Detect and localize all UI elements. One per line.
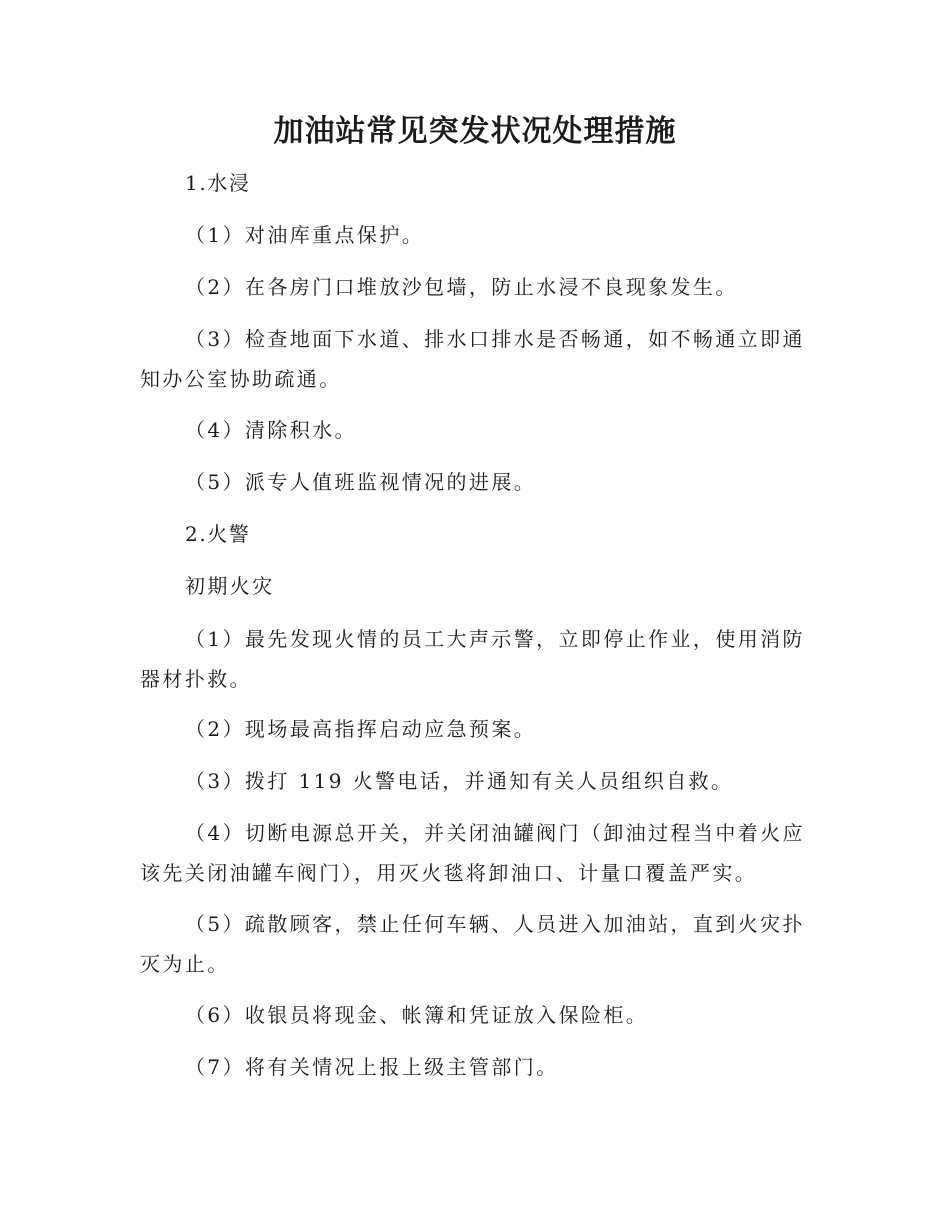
paragraph: （7）将有关情况上报上级主管部门。	[185, 1055, 559, 1079]
document-title: 加油站常见突发状况处理措施	[273, 114, 677, 149]
paragraph: （5）派专人值班监视情况的进展。	[185, 470, 537, 494]
section-heading-water: 1.水浸	[185, 171, 251, 195]
paragraph: （3）检查地面下水道、排水口排水是否畅通，如不畅通立即通知办公室协助疏通。	[140, 327, 805, 391]
paragraph: （2）在各房门口堆放沙包墙，防止水浸不良现象发生。	[185, 275, 738, 299]
paragraph: （1）最先发现火情的员工大声示警，立即停止作业，使用消防器材扑救。	[140, 627, 805, 691]
paragraph: （2）现场最高指挥启动应急预案。	[185, 717, 537, 741]
paragraph: （3）拨打 119 火警电话，并通知有关人员组织自救。	[185, 769, 734, 793]
paragraph: （4）清除积水。	[185, 418, 357, 442]
paragraph: （1）对油库重点保护。	[185, 223, 425, 247]
paragraph: （6）收银员将现金、帐簿和凭证放入保险柜。	[185, 1003, 649, 1027]
paragraph: （5）疏散顾客，禁止任何车辆、人员进入加油站，直到火灾扑灭为止。	[140, 912, 805, 976]
subheading-initial-fire: 初期火灾	[185, 574, 275, 598]
section-heading-fire: 2.火警	[185, 522, 251, 546]
paragraph: （4）切断电源总开关，并关闭油罐阀门（卸油过程当中着火应该先关闭油罐车阀门），用灭火毯将卸油口、计量口覆盖严实。	[140, 821, 805, 885]
